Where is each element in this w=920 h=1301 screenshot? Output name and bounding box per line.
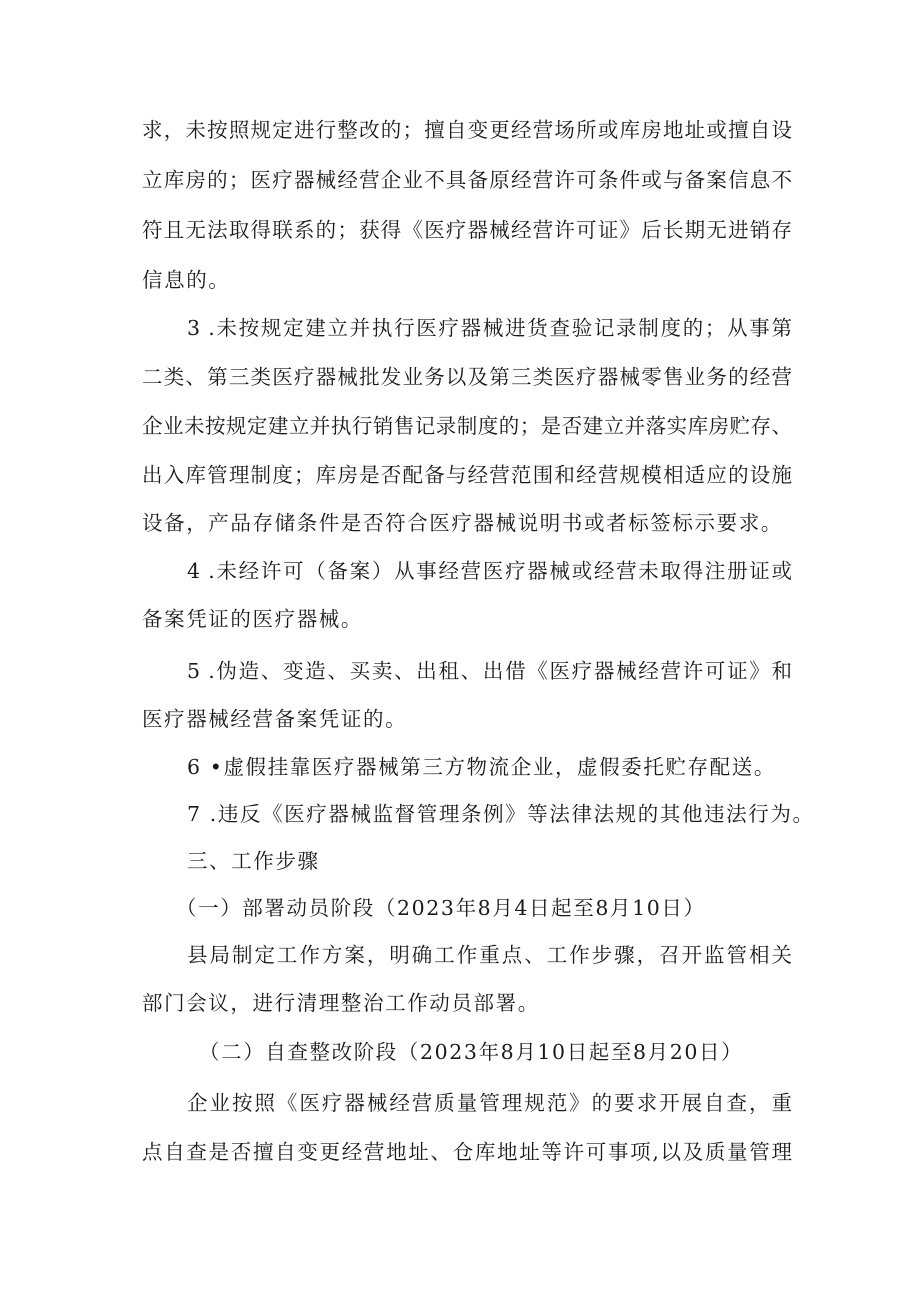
subsection-heading: （一）部署动员阶段（2023年8月4日起至8月10日） xyxy=(176,896,706,920)
subsection-heading: （二）自查整改阶段（2023年8月10日起至8月20日） xyxy=(199,1040,744,1064)
text-line: 医疗器械经营备案凭证的。 xyxy=(142,707,408,731)
text-line: 5 .伪造、变造、买卖、出租、出借《医疗器械经营许可证》和 xyxy=(187,659,792,683)
text-line: 7 .违反《医疗器械监督管理条例》等法律法规的其他违法行为。 xyxy=(187,802,815,826)
text-line: 出入库管理制度；库房是否配备与经营范围和经营规模相适应的设施 xyxy=(142,463,792,487)
text-line: 6 •虚假挂靠医疗器械第三方物流企业，虚假委托贮存配送。 xyxy=(187,755,776,779)
text-line: 4 .未经许可（备案）从事经营医疗器械或经营未取得注册证或 xyxy=(187,559,792,583)
text-line: 信息的。 xyxy=(142,268,231,292)
text-line: 3 .未按规定建立并执行医疗器械进货查验记录制度的；从事第 xyxy=(187,316,792,340)
text-line: 设备，产品存储条件是否符合医疗器械说明书或者标签标示要求。 xyxy=(142,511,783,535)
section-heading: 三、工作步骤 xyxy=(187,849,320,873)
text-line: 企业未按规定建立并执行销售记录制度的；是否建立并落实库房贮存、 xyxy=(142,414,792,438)
text-line: 求，未按照规定进行整改的；擅自变更经营场所或库房地址或擅自设 xyxy=(142,118,792,142)
text-line: 立库房的；医疗器械经营企业不具备原经营许可条件或与备案信息不 xyxy=(142,168,792,192)
text-line: 符且无法取得联系的；获得《医疗器械经营许可证》后长期无进销存 xyxy=(142,218,792,242)
text-line: 点自查是否擅自变更经营地址、仓库地址等许可事项,以及质量管理 xyxy=(142,1140,792,1164)
text-line: 备案凭证的医疗器械。 xyxy=(142,607,363,631)
text-line: 部门会议，进行清理整治工作动员部署。 xyxy=(142,991,540,1015)
text-line: 县局制定工作方案，明确工作重点、工作步骤，召开监管相关 xyxy=(187,943,792,967)
text-line: 二类、第三类医疗器械批发业务以及第三类医疗器械零售业务的经营 xyxy=(142,365,792,389)
text-line: 企业按照《医疗器械经营质量管理规范》的要求开展自查，重 xyxy=(187,1091,792,1115)
